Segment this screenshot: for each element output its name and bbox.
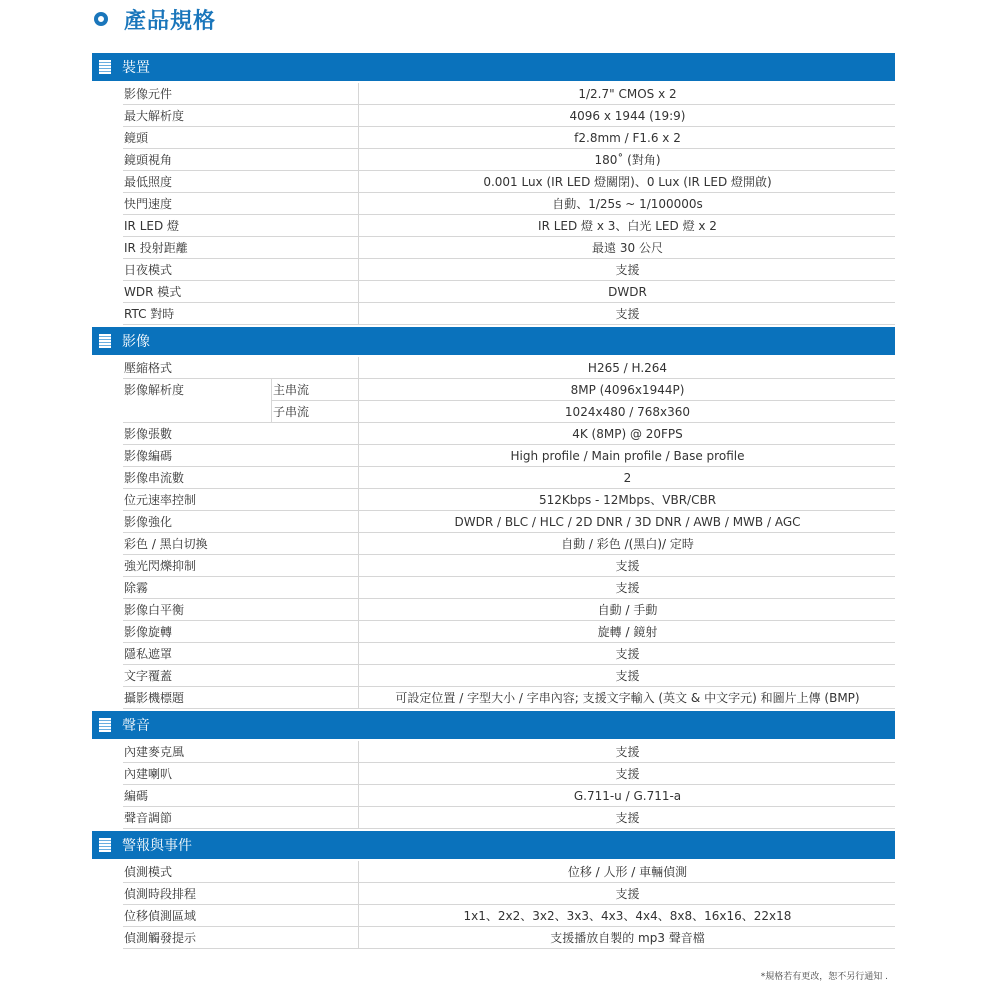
spec-row (92, 379, 895, 401)
spec-label: 隱私遮罩 (124, 647, 173, 661)
spec-label: 影像解析度 (124, 383, 185, 397)
spec-row (92, 861, 895, 883)
page-header (94, 2, 216, 36)
spec-label: 除霧 (124, 581, 149, 595)
spec-value: 支援 (615, 811, 640, 825)
section-stripes-icon (99, 60, 111, 74)
column-divider (358, 303, 359, 325)
spec-row (92, 127, 895, 149)
spec-value: 支援 (615, 263, 640, 277)
spec-row (92, 83, 895, 105)
column-divider (358, 785, 359, 807)
spec-label: 日夜模式 (124, 263, 173, 277)
spec-value: High profile / Main profile / Base profile (510, 449, 745, 463)
spec-value: 4K (8MP) @ 20FPS (572, 427, 683, 441)
column-divider (358, 621, 359, 643)
spec-value: 自動、1/25s ~ 1/100000s (552, 197, 703, 211)
section-title: 影像 (122, 334, 150, 350)
column-divider (358, 883, 359, 905)
spec-row (92, 577, 895, 599)
spec-label: RTC 對時 (124, 307, 175, 321)
column-divider (358, 643, 359, 665)
spec-value: 4096 x 1944 (19:9) (569, 109, 686, 123)
spec-row (92, 215, 895, 237)
section-stripes-icon (99, 718, 111, 732)
spec-label: 偵測觸發提示 (124, 931, 197, 945)
spec-label: 影像強化 (124, 515, 173, 529)
spec-row (92, 237, 895, 259)
section-title: 聲音 (122, 718, 150, 734)
spec-row (92, 193, 895, 215)
section-title: 警報與事件 (122, 838, 192, 854)
spec-label: 聲音調節 (124, 811, 173, 825)
spec-value: 支援 (615, 887, 640, 901)
column-divider (358, 577, 359, 599)
spec-row (92, 423, 895, 445)
spec-label: WDR 模式 (124, 285, 182, 299)
spec-value: 支援 (615, 669, 640, 683)
spec-row (92, 259, 895, 281)
page-title: 產品規格 (124, 8, 217, 34)
spec-label: 偵測模式 (124, 865, 173, 879)
spec-label: 強光閃爍抑制 (124, 559, 197, 573)
spec-row (92, 883, 895, 905)
spec-value: 1024x480 / 768x360 (564, 405, 691, 419)
column-divider (358, 533, 359, 555)
spec-row (92, 621, 895, 643)
spec-value: 自動 / 彩色 /(黑白)/ 定時 (561, 537, 694, 551)
spec-label: 編碼 (124, 789, 149, 803)
spec-value: f2.8mm / F1.6 x 2 (574, 131, 681, 145)
spec-label: 位移偵測區域 (124, 909, 197, 923)
spec-value: 1x1、2x2、3x2、3x3、4x3、4x4、8x8、16x16、22x18 (463, 909, 792, 923)
section-header (92, 831, 895, 859)
spec-value: 支援 (615, 307, 640, 321)
spec-value: 旋轉 / 鏡射 (597, 625, 658, 639)
spec-row (92, 785, 895, 807)
column-divider (358, 665, 359, 687)
spec-value: 支援 (615, 647, 640, 661)
column-divider (358, 149, 359, 171)
column-divider (358, 379, 359, 401)
section-title: 裝置 (122, 60, 150, 76)
spec-label: 鏡頭 (124, 131, 149, 145)
column-divider (358, 259, 359, 281)
spec-value: IR LED 燈 x 3、白光 LED 燈 x 2 (538, 219, 717, 233)
spec-value: 1/2.7" CMOS x 2 (578, 87, 677, 101)
spec-row (92, 927, 895, 949)
spec-label: 偵測時段排程 (124, 887, 197, 901)
spec-row (92, 643, 895, 665)
spec-row (92, 555, 895, 577)
column-divider (271, 401, 272, 423)
column-divider (358, 905, 359, 927)
column-divider (358, 741, 359, 763)
spec-row (92, 687, 895, 709)
spec-label: 彩色 / 黑白切換 (124, 537, 208, 551)
spec-value: 支援 (615, 559, 640, 573)
spec-row (92, 905, 895, 927)
spec-row (92, 489, 895, 511)
spec-table (92, 53, 895, 951)
spec-label: 影像元件 (124, 87, 173, 101)
spec-sublabel: 子串流 (273, 405, 310, 419)
column-divider (358, 927, 359, 949)
spec-row (92, 763, 895, 785)
column-divider (358, 445, 359, 467)
spec-row (92, 445, 895, 467)
section-stripes-icon (99, 838, 111, 852)
column-divider (358, 489, 359, 511)
spec-label: 快門速度 (124, 197, 173, 211)
spec-row (92, 599, 895, 621)
spec-label: 影像編碼 (124, 449, 173, 463)
spec-value: H265 / H.264 (587, 361, 668, 375)
column-divider (358, 357, 359, 379)
column-divider (358, 467, 359, 489)
section-header (92, 711, 895, 739)
column-divider (358, 171, 359, 193)
column-divider (358, 555, 359, 577)
spec-sublabel: 主串流 (273, 383, 310, 397)
spec-row (92, 533, 895, 555)
column-divider (358, 763, 359, 785)
section-header (92, 327, 895, 355)
section-stripes-icon (99, 334, 111, 348)
column-divider (358, 127, 359, 149)
spec-label: 影像旋轉 (124, 625, 173, 639)
column-divider (358, 861, 359, 883)
spec-label: IR 投射距離 (124, 241, 188, 255)
spec-label: 最大解析度 (124, 109, 185, 123)
spec-label: 內建喇叭 (124, 767, 173, 781)
spec-row (92, 467, 895, 489)
spec-row (92, 171, 895, 193)
spec-label: 位元速率控制 (124, 493, 197, 507)
column-divider (358, 105, 359, 127)
spec-label: 影像白平衡 (124, 603, 185, 617)
spec-row (92, 511, 895, 533)
column-divider (358, 237, 359, 259)
spec-value: 最遠 30 公尺 (592, 241, 663, 255)
spec-row (92, 401, 895, 423)
column-divider (358, 807, 359, 829)
spec-label: 影像張數 (124, 427, 173, 441)
spec-row (92, 281, 895, 303)
spec-label: 攝影機標題 (124, 691, 185, 705)
spec-row (92, 807, 895, 829)
column-divider (358, 215, 359, 237)
spec-value: 512Kbps - 12Mbps、VBR/CBR (538, 493, 717, 507)
spec-label: 文字覆蓋 (124, 669, 173, 683)
column-divider (358, 423, 359, 445)
spec-value: 2 (623, 471, 632, 485)
column-divider (358, 511, 359, 533)
spec-row (92, 105, 895, 127)
spec-label: 壓縮格式 (124, 361, 173, 375)
spec-value: 支援播放自製的 mp3 聲音檔 (550, 931, 705, 945)
spec-label: 內建麥克風 (124, 745, 185, 759)
spec-value: 支援 (615, 745, 640, 759)
column-divider (358, 281, 359, 303)
spec-value: 0.001 Lux (IR LED 燈關閉)、0 Lux (IR LED 燈開啟) (483, 175, 772, 189)
spec-row (92, 665, 895, 687)
spec-row (92, 357, 895, 379)
spec-value: 可設定位置 / 字型大小 / 字串內容; 支援文字輸入 (英文 & 中文字元) 和圖片上傳 (BMP) (395, 691, 860, 705)
column-divider (271, 379, 272, 401)
spec-value: DWDR (608, 285, 647, 299)
spec-label: IR LED 燈 (124, 219, 180, 233)
spec-row (92, 149, 895, 171)
column-divider (358, 83, 359, 105)
footnote: *規格若有更改，恕不另行通知 . (760, 972, 888, 982)
spec-value: DWDR / BLC / HLC / 2D DNR / 3D DNR / AWB / MWB / AGC (454, 515, 801, 529)
spec-row (92, 303, 895, 325)
spec-value: 8MP (4096x1944P) (570, 383, 685, 397)
section-header (92, 53, 895, 81)
column-divider (358, 193, 359, 215)
spec-value: 自動 / 手動 (597, 603, 658, 617)
spec-value: 位移 / 人形 / 車輛偵測 (567, 865, 688, 879)
column-divider (358, 401, 359, 423)
column-divider (358, 687, 359, 709)
spec-label: 影像串流數 (124, 471, 185, 485)
spec-label: 最低照度 (124, 175, 173, 189)
spec-value: 支援 (615, 767, 640, 781)
spec-value: G.711-u / G.711-a (573, 789, 682, 803)
spec-label: 鏡頭視角 (124, 153, 173, 167)
spec-row (92, 741, 895, 763)
circle-bullet-icon (94, 12, 108, 26)
column-divider (358, 599, 359, 621)
spec-value: 180˚ (對角) (594, 153, 661, 167)
spec-value: 支援 (615, 581, 640, 595)
